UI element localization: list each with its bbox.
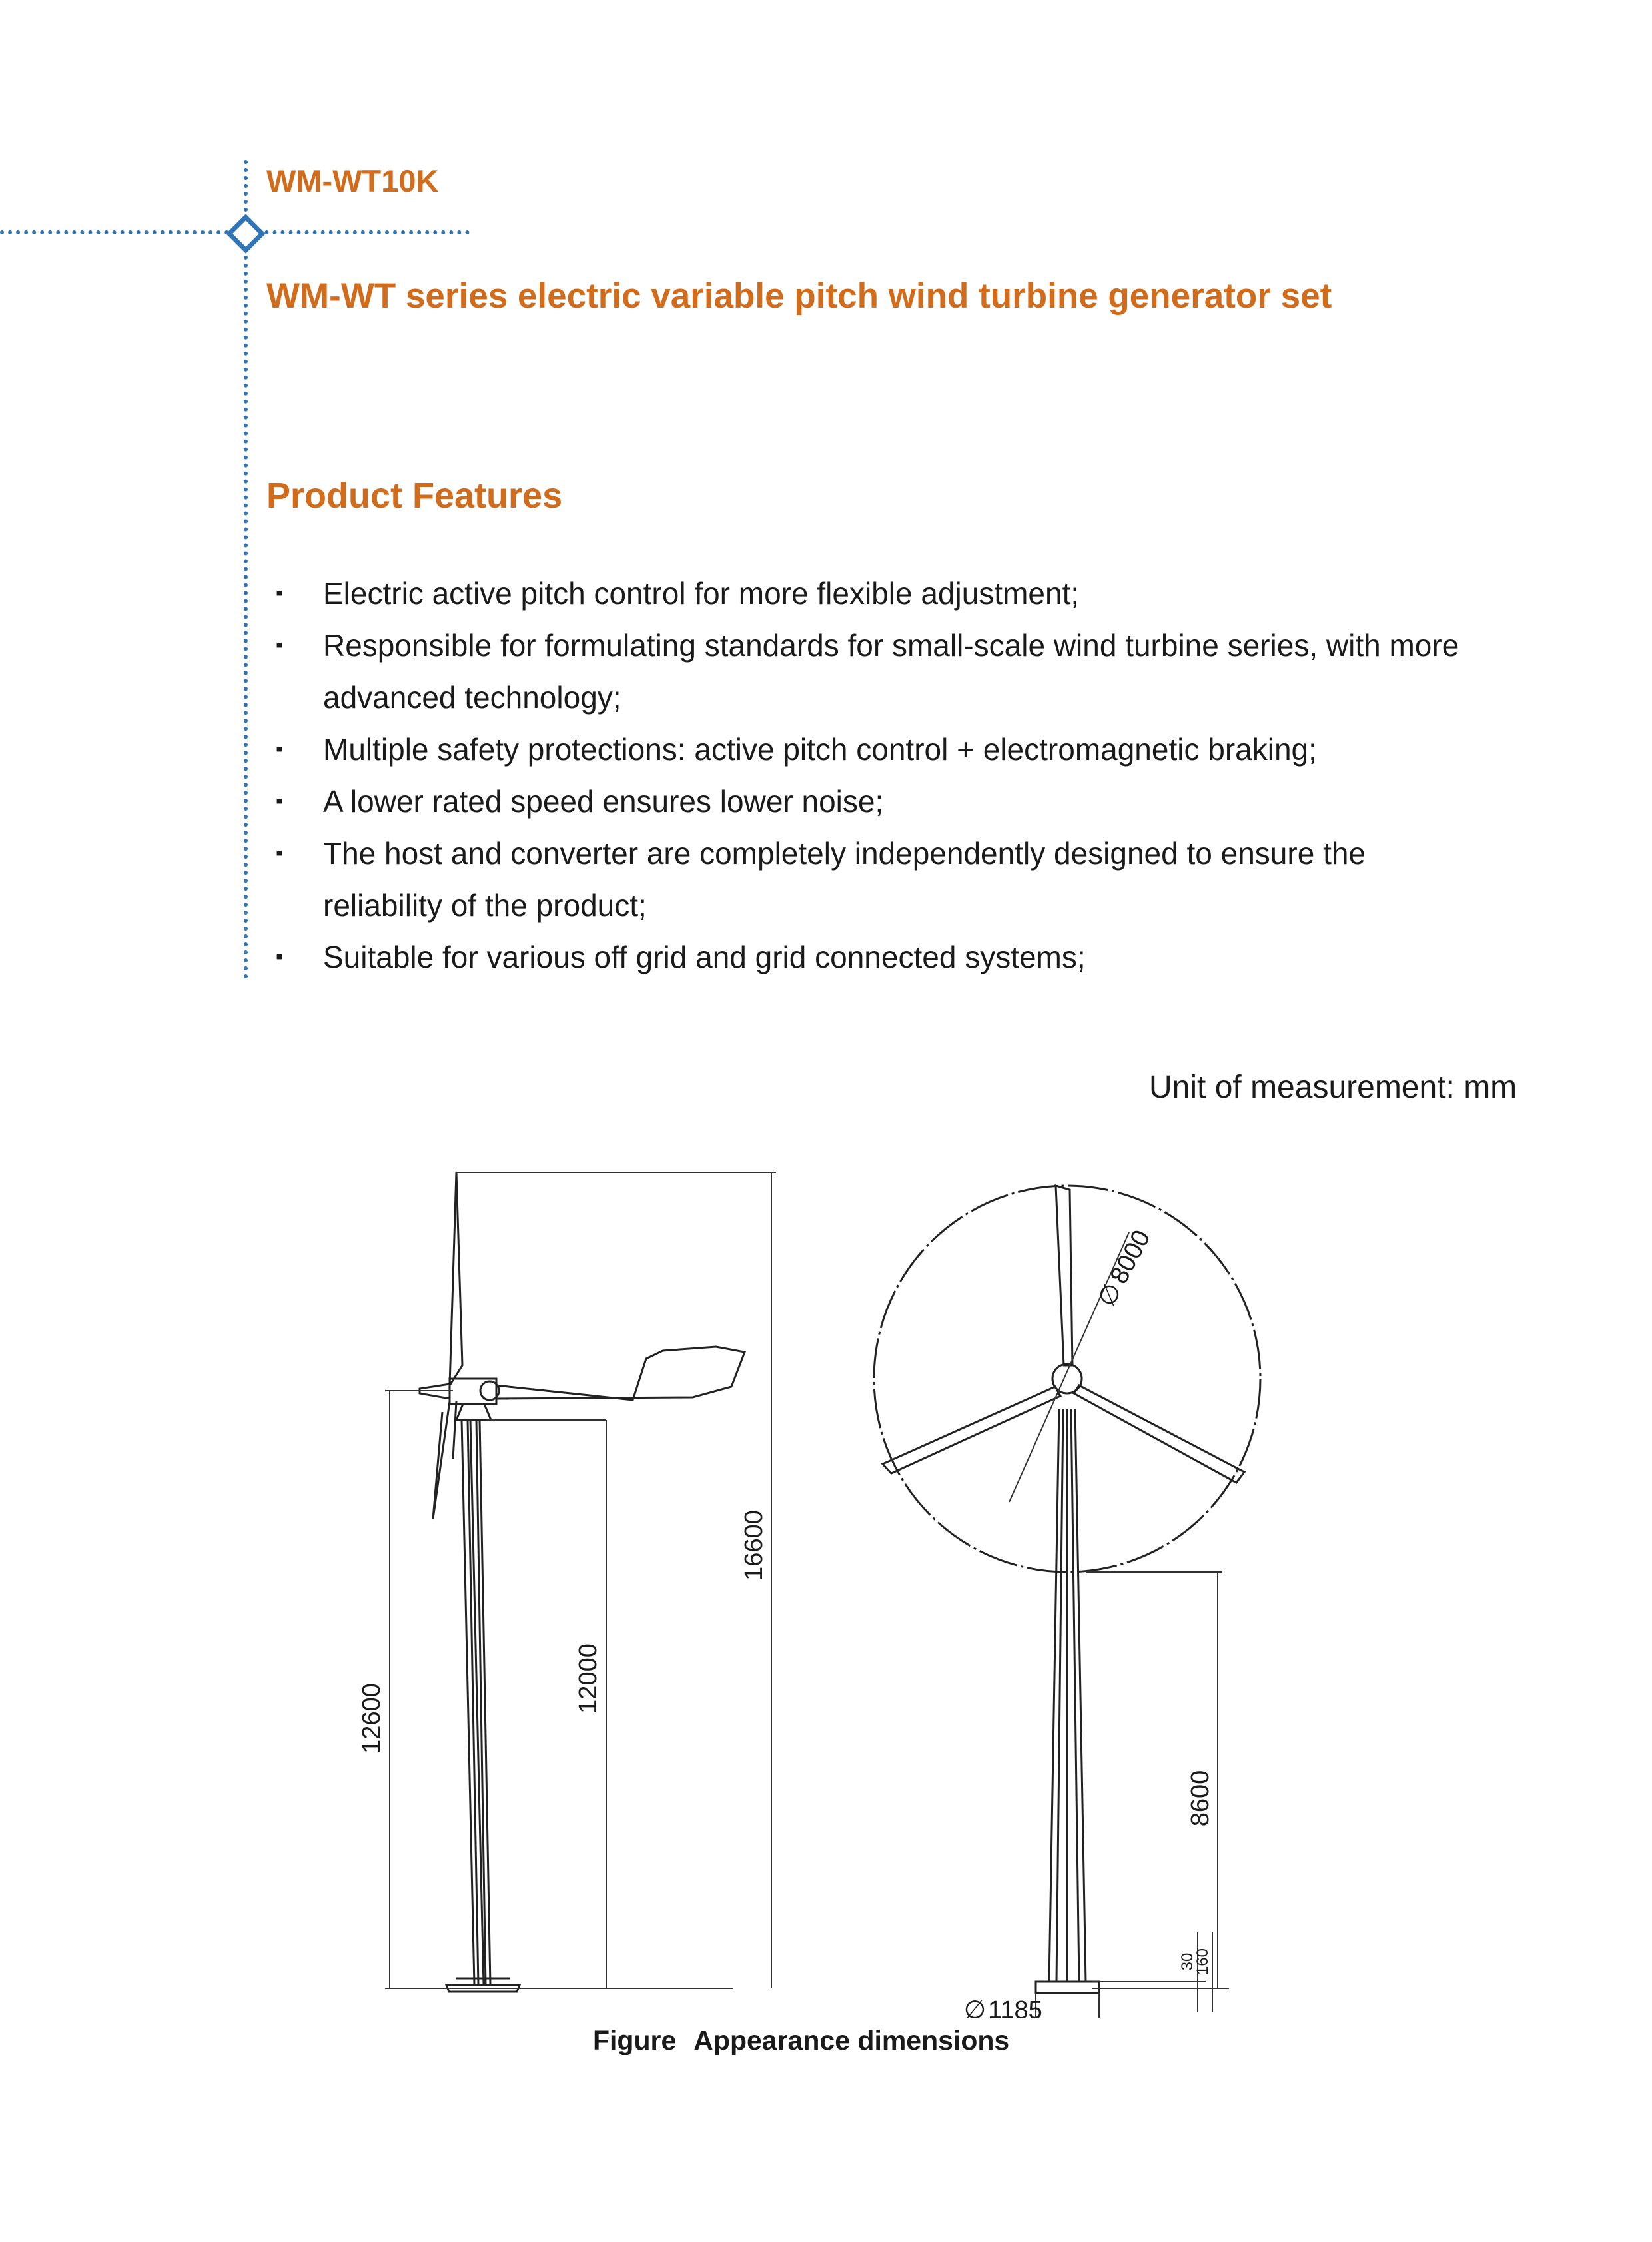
bullet-icon: ▪: [276, 946, 283, 968]
side-blade-up: [450, 1172, 462, 1385]
dim-total-height: 16600: [740, 1510, 768, 1581]
feature-text: Suitable for various off grid and grid connected systems;: [323, 940, 1086, 974]
front-blade-right: [1074, 1385, 1244, 1483]
feature-text: A lower rated speed ensures lower noise;: [323, 784, 884, 819]
decorative-vertical-rule: [244, 160, 248, 979]
dim-base-diameter-symbol: ∅: [963, 1996, 986, 2018]
decorative-diamond-icon: [226, 214, 265, 253]
side-tower: [462, 1420, 490, 1985]
bullet-icon: ▪: [276, 634, 283, 656]
dim-rotor-diameter: 8000: [1104, 1225, 1156, 1289]
dim-rotor-diameter-symbol: ∅: [1092, 1278, 1128, 1311]
list-item: [273, 827, 1492, 931]
series-subtitle: WM-WT series electric variable pitch wind turbine generator set: [266, 276, 1332, 316]
front-tower: [1049, 1409, 1086, 1982]
dim-tower-height: 12000: [574, 1643, 602, 1714]
front-blade-top: [1056, 1186, 1072, 1365]
appearance-drawing: [320, 1146, 1346, 2018]
list-item: [273, 775, 1492, 827]
figure-caption: [593, 2025, 1027, 2056]
front-blade-left: [883, 1387, 1060, 1473]
model-title: WM-WT10K: [266, 163, 439, 198]
caption-text: Appearance dimensions: [693, 2025, 1010, 2055]
bullet-icon: ▪: [276, 790, 283, 812]
feature-text: Electric active pitch control for more flexible adjustment;: [323, 576, 1080, 611]
list-item: [273, 931, 1492, 983]
unit-of-measurement: Unit of measurement: mm: [1149, 1070, 1517, 1105]
bullet-icon: ▪: [276, 738, 283, 760]
bullet-icon: ▪: [276, 582, 283, 604]
features-list: [273, 567, 1492, 983]
dim-base-diameter: 1185: [988, 1996, 1042, 2018]
feature-text: Responsible for formulating standards for small-scale wind turbine series, with more advanced technology;: [323, 628, 1459, 715]
dim-rotor-clearance: 8600: [1186, 1770, 1214, 1827]
bullet-icon: ▪: [276, 842, 283, 864]
list-item: [273, 619, 1492, 723]
dim-base-160: 160: [1194, 1948, 1212, 1976]
list-item: [273, 723, 1492, 775]
front-base: [1036, 1982, 1099, 1993]
side-blade-down: [433, 1401, 456, 1519]
caption-label: Figure: [593, 2025, 677, 2055]
features-heading: Product Features: [266, 476, 563, 516]
feature-text: Multiple safety protections: active pitch control + electromagnetic braking;: [323, 732, 1317, 767]
list-item: [273, 567, 1492, 619]
dim-hub-height: 12600: [358, 1683, 386, 1754]
dim-base-30: 30: [1178, 1952, 1196, 1971]
side-tail-vane: [496, 1347, 745, 1400]
feature-text: The host and converter are completely independently designed to ensure the reliability of the product;: [323, 836, 1366, 923]
